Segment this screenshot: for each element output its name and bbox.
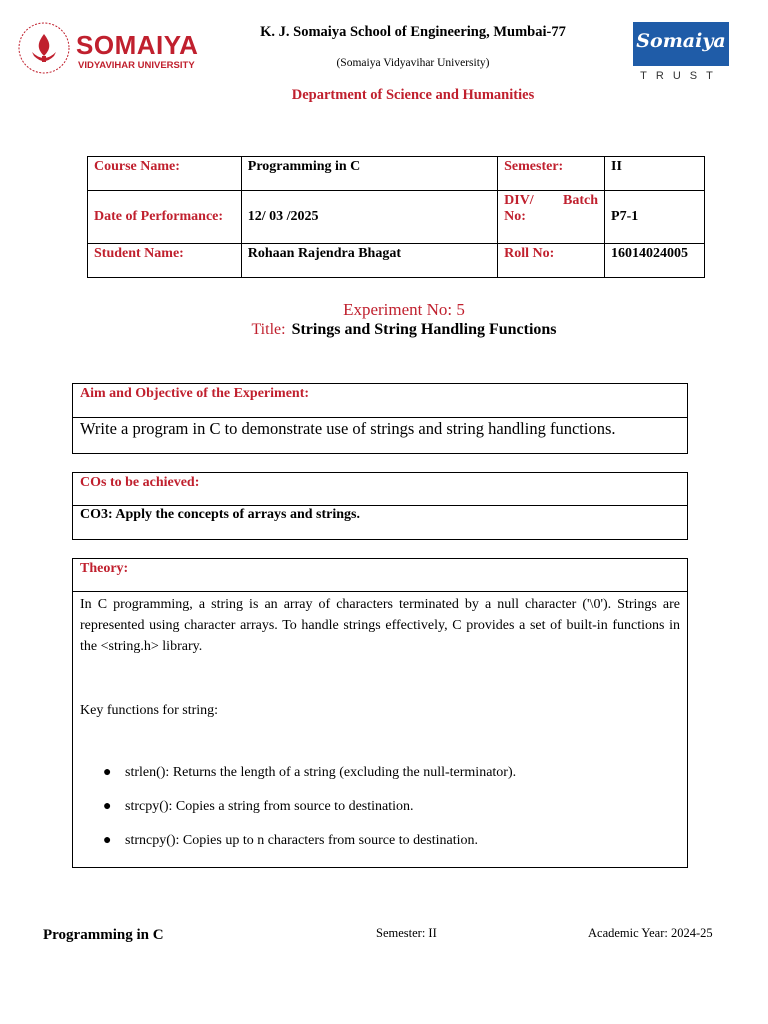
theory-heading: Theory:	[73, 559, 687, 592]
semester-label: Semester:	[498, 157, 605, 191]
key-functions-label: Key functions for string:	[80, 703, 219, 718]
somaiya-trust-logo	[630, 22, 730, 86]
experiment-title	[0, 321, 768, 339]
list-item-text: strncpy(): Copies up to n characters from source to destination.	[125, 833, 479, 848]
list-item-text: strlen(): Returns the length of a string (excluding the null-terminator).	[125, 765, 517, 780]
school-name: K. J. Somaiya School of Engineering, Mumbai-77	[260, 24, 566, 40]
function-list	[80, 765, 680, 867]
university-name: (Somaiya Vidyavihar University)	[336, 57, 490, 69]
cos-text: CO3: Apply the concepts of arrays and strings.	[80, 507, 361, 522]
footer-academic-year: Academic Year: 2024-25	[588, 926, 713, 940]
batch-label-part: Batch	[563, 193, 599, 208]
bullet-icon: ●	[103, 799, 112, 814]
roll-no-label: Roll No:	[498, 244, 605, 278]
cos-section	[72, 472, 688, 540]
student-name-label: Student Name:	[88, 244, 242, 278]
trust-logo-brand: Somaiya	[636, 30, 726, 52]
list-item	[103, 765, 680, 799]
student-name-value: Rohaan Rajendra Bhagat	[241, 244, 497, 278]
title-label: Title:	[251, 321, 286, 338]
logo-sub-text: VIDYAVIHAR UNIVERSITY	[78, 60, 195, 71]
footer-course: Programming in C	[43, 927, 164, 943]
theory-section	[72, 558, 688, 868]
semester-value: II	[605, 157, 705, 191]
trust-logo-sub: TRUST	[640, 70, 722, 82]
aim-text: Write a program in C to demonstrate use of strings and string handling functions.	[80, 419, 616, 438]
no-label-part: No:	[504, 209, 526, 224]
department-name: Department of Science and Humanities	[291, 87, 535, 103]
div-batch-label	[498, 191, 605, 244]
course-name-value: Programming in C	[241, 157, 497, 191]
title-text: Strings and String Handling Functions	[291, 321, 557, 338]
theory-paragraph: In C programming, a string is an array of characters terminated by a null character ('\0'). Strings are represented using character arrays. To handle strings effectively, C provides a set of built-in functions in the <string.h> library.	[80, 597, 680, 654]
bullet-icon: ●	[103, 765, 112, 780]
bullet-icon: ●	[103, 833, 112, 848]
list-item	[103, 833, 680, 867]
logo-brand-text: SOMAIYA	[76, 30, 199, 60]
aim-section	[72, 383, 688, 454]
list-item	[103, 799, 680, 833]
list-item-text: strcpy(): Copies a string from source to destination.	[125, 799, 414, 814]
course-name-label: Course Name:	[88, 157, 242, 191]
div-batch-value: P7-1	[605, 191, 705, 244]
somaiya-university-logo	[16, 22, 208, 80]
course-info-table	[87, 156, 705, 278]
footer-semester: Semester: II	[376, 926, 437, 940]
div-label-part: DIV/	[504, 193, 534, 208]
date-label: Date of Performance:	[88, 191, 242, 244]
cos-heading: COs to be achieved:	[73, 473, 687, 506]
roll-no-value: 16014024005	[605, 244, 705, 278]
date-value: 12/ 03 /2025	[241, 191, 497, 244]
experiment-number: Experiment No: 5	[343, 300, 465, 319]
aim-heading: Aim and Objective of the Experiment:	[73, 384, 687, 418]
